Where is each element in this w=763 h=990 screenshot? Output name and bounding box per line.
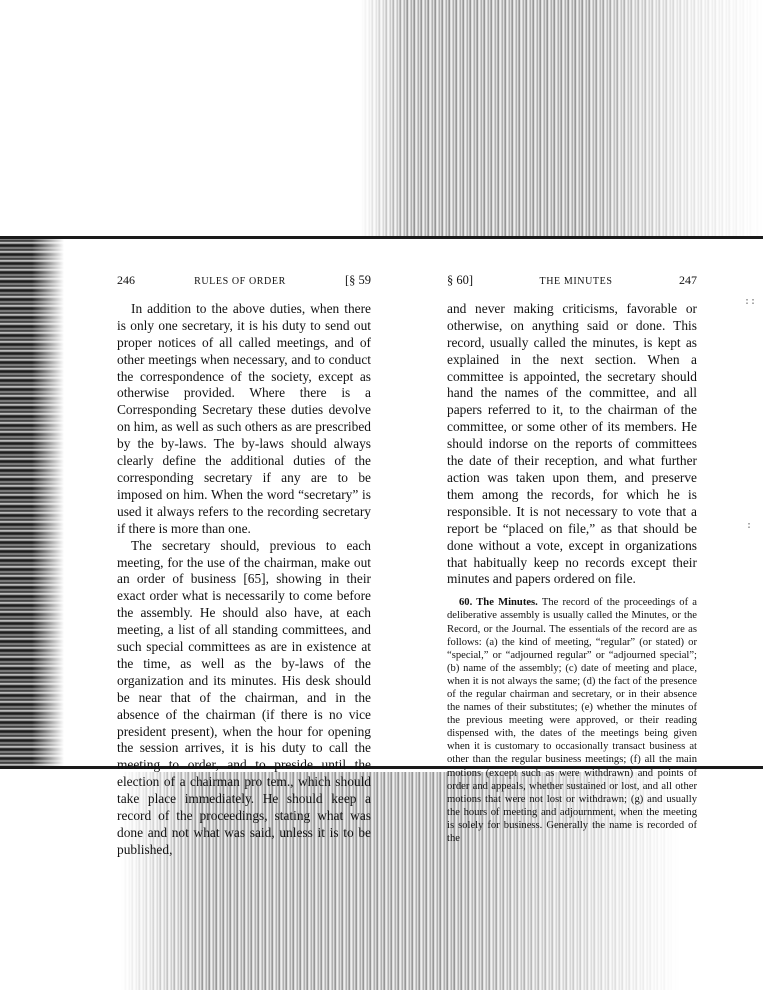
scan-edge-line-top [0, 236, 763, 239]
left-paragraph: In addition to the above duties, when there is only one secretary, it is his duty to send out proper notices of all called meetings, and of other meetings when necessary, and to conduct the correspondence of the society, except as otherwise provided. Where there is a Corresponding Secretary these duties devolve on him, as well as such others as are prescribed by the by-laws. The by-laws should always clearly define the additional duties of the corresponding secretary if any are to be imposed on him. When the word “secretary” is used it always refers to the recording secretary if there is more than one. [117, 300, 371, 536]
left-running-title: RULES OF ORDER [194, 276, 286, 287]
right-page-number: 247 [679, 273, 697, 287]
section-60-paragraph [447, 596, 697, 845]
right-section-ref: § 60] [447, 273, 474, 287]
left-section-ref: [§ 59 [344, 273, 371, 287]
scan-artifact-left-edge [0, 238, 64, 768]
left-paragraph: The secretary should, previous to each meeting, for the use of the chairman, make out an order of business [65], showing in their exact order what is necessarily to come before the assembly. He should also have, at each meeting, a list of all standing committees, and such special committees as are in existence at the time, as well as the by-laws of the organization and its minutes. His desk should be near that of the chairman, and in the absence of the chairman (if there is no vice president present), when the hour for opening the session arrives, it is his duty to call the meeting to order, and to preside until the election of a chairman pro tem., which should take place immediately. He should keep a record of the proceedings, stating what was done and not what was said, unless it is to be published, [117, 537, 371, 857]
right-page [447, 272, 697, 845]
section-heading: 60. The Minutes. [459, 597, 538, 609]
right-running-title: THE MINUTES [539, 276, 613, 287]
left-running-head [117, 272, 371, 291]
left-page-number: 246 [117, 273, 135, 287]
right-paragraph: and never making criticisms, favorable or otherwise, on anything said or done. This record, usually called the minutes, is kept as explained in the next section. When a committee is appointed, the secretary should hand the names of the committee, and all papers referred to it, to the chairman of the committee, or some other of its members. He should indorse on the reports of committees the date of their reception, and what further action was taken upon them, and preserve them among the records, for which he is responsible. It is not necessary to vote that a report be “placed on file,” as that should be done without a vote, except in organizations that habitually keep no records except their minutes and papers ordered on file. [447, 300, 697, 587]
left-page [117, 272, 371, 859]
margin-speck: :: [744, 296, 757, 307]
section-text: The record of the proceedings of a deliberative assembly is usually called the Minutes, or the Record, or the Journal. The essentials of the record are as follows: (a) the kind of meeting, “regular” (or stated) or “special,” or “adjourned regular” or “adjourned special”; (b) name of the assembly; (c) date of meeting and place, when it is not always the same; (d) the fact of the presence of the regular chairman and secretary, or in their absence the names of their substitutes; (e) whether the minutes of the previous meeting were approved, or their reading dispensed with, the dates of the meetings being given when it is customary to occasionally transact business at other than the regular business meetings; (f) all the main motions (except such as were withdrawn) and points of order and appeals, whether sustained or lost, and all other motions that were not lost or withdrawn; (g) and usually the hours of meeting and adjournment, when the meeting is solely for business. Generally the name is recorded of the [447, 597, 697, 844]
scan-artifact-top [360, 0, 763, 238]
right-running-head [447, 272, 697, 291]
margin-speck: : [746, 520, 753, 531]
